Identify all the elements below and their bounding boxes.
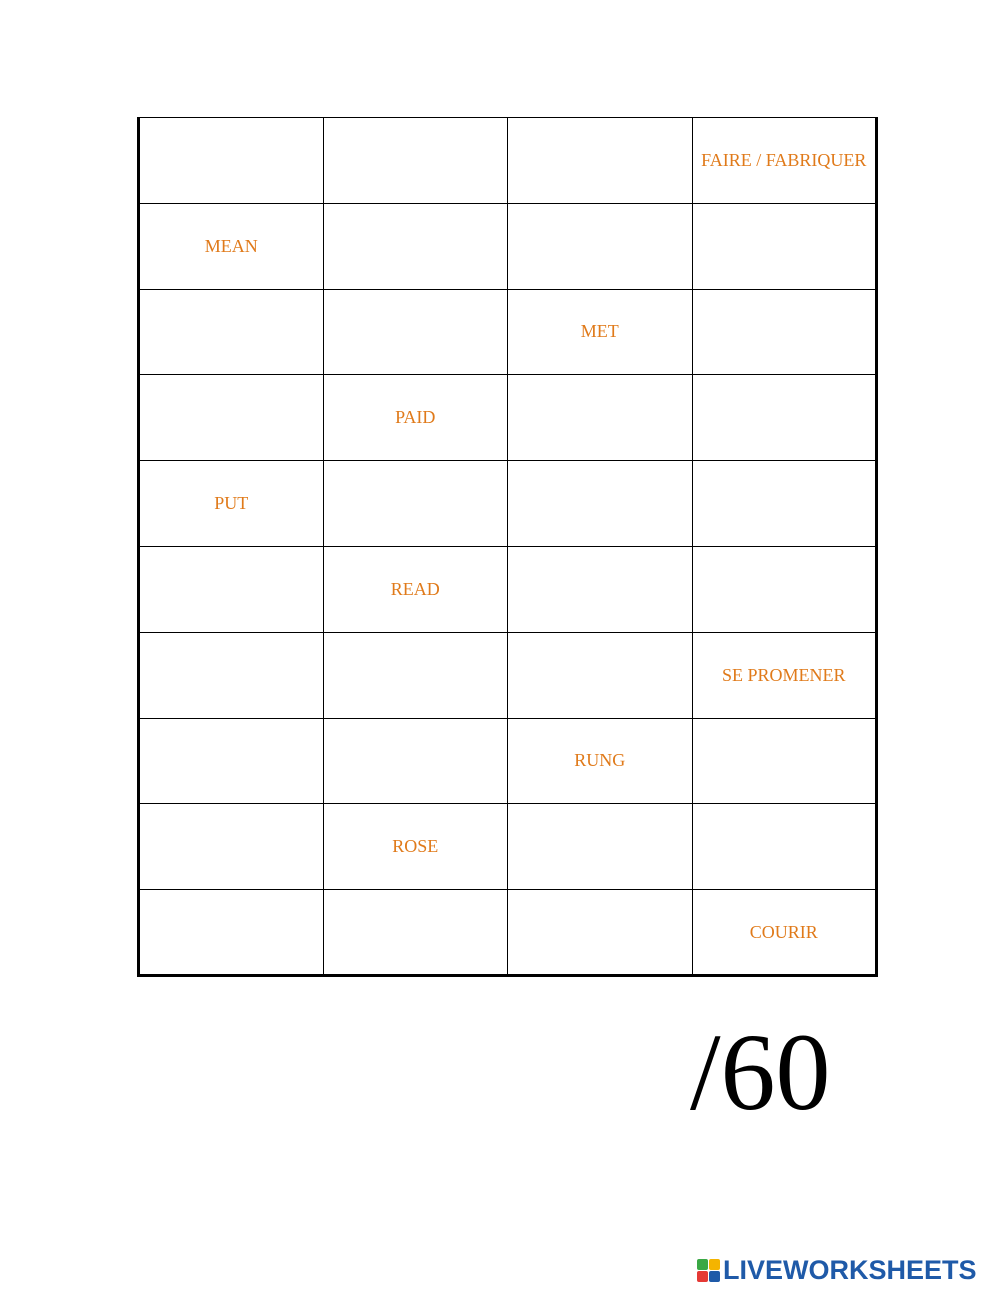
table-cell-blank[interactable] xyxy=(323,461,508,547)
logo-block-yellow xyxy=(709,1259,720,1270)
logo-text: LIVEWORKSHEETS xyxy=(723,1255,977,1285)
table-cell-given: PUT xyxy=(139,461,324,547)
table-cell-given: FAIRE / FABRIQUER xyxy=(692,118,877,204)
table-cell-blank[interactable] xyxy=(323,890,508,976)
table-cell-blank[interactable] xyxy=(139,546,324,632)
table-row xyxy=(139,890,877,976)
liveworksheets-blocks-icon xyxy=(697,1259,720,1282)
logo-block-blue xyxy=(709,1271,720,1282)
table-cell-blank[interactable] xyxy=(692,546,877,632)
table-cell-blank[interactable] xyxy=(508,375,693,461)
table-row xyxy=(139,203,877,289)
table-cell-blank[interactable] xyxy=(508,546,693,632)
table-cell-blank[interactable] xyxy=(692,718,877,804)
table-cell-blank[interactable] xyxy=(139,375,324,461)
table-cell-blank[interactable] xyxy=(508,461,693,547)
table-cell-blank[interactable] xyxy=(139,118,324,204)
table-row xyxy=(139,546,877,632)
table-cell-blank[interactable] xyxy=(508,203,693,289)
table-cell-blank[interactable] xyxy=(508,890,693,976)
table-cell-blank[interactable] xyxy=(323,632,508,718)
table-cell-blank[interactable] xyxy=(692,289,877,375)
logo-block-red xyxy=(697,1271,708,1282)
table-cell-blank[interactable] xyxy=(323,118,508,204)
table-cell-blank[interactable] xyxy=(139,804,324,890)
table-row xyxy=(139,718,877,804)
table-cell-blank[interactable] xyxy=(508,632,693,718)
table-row xyxy=(139,461,877,547)
table-cell-given: ROSE xyxy=(323,804,508,890)
table-cell-given: MET xyxy=(508,289,693,375)
table-row xyxy=(139,375,877,461)
verb-table xyxy=(137,117,878,977)
table-cell-given: COURIR xyxy=(692,890,877,976)
table-row xyxy=(139,118,877,204)
table-cell-given: MEAN xyxy=(139,203,324,289)
table-cell-blank[interactable] xyxy=(692,804,877,890)
table-cell-blank[interactable] xyxy=(139,632,324,718)
verb-table-body xyxy=(139,118,877,976)
table-cell-blank[interactable] xyxy=(139,718,324,804)
table-cell-blank[interactable] xyxy=(508,118,693,204)
table-cell-blank[interactable] xyxy=(323,718,508,804)
table-cell-given: READ xyxy=(323,546,508,632)
table-cell-given: PAID xyxy=(323,375,508,461)
table-cell-blank[interactable] xyxy=(323,203,508,289)
logo-block-green xyxy=(697,1259,708,1270)
table-row xyxy=(139,289,877,375)
table-cell-given: RUNG xyxy=(508,718,693,804)
table-cell-blank[interactable] xyxy=(692,375,877,461)
table-cell-blank[interactable] xyxy=(692,203,877,289)
table-row xyxy=(139,632,877,718)
score-total: /60 xyxy=(690,1011,831,1133)
table-cell-blank[interactable] xyxy=(139,890,324,976)
table-cell-blank[interactable] xyxy=(692,461,877,547)
table-row xyxy=(139,804,877,890)
table-cell-given: SE PROMENER xyxy=(692,632,877,718)
table-cell-blank[interactable] xyxy=(508,804,693,890)
table-cell-blank[interactable] xyxy=(139,289,324,375)
table-cell-blank[interactable] xyxy=(323,289,508,375)
liveworksheets-logo xyxy=(697,1255,977,1285)
